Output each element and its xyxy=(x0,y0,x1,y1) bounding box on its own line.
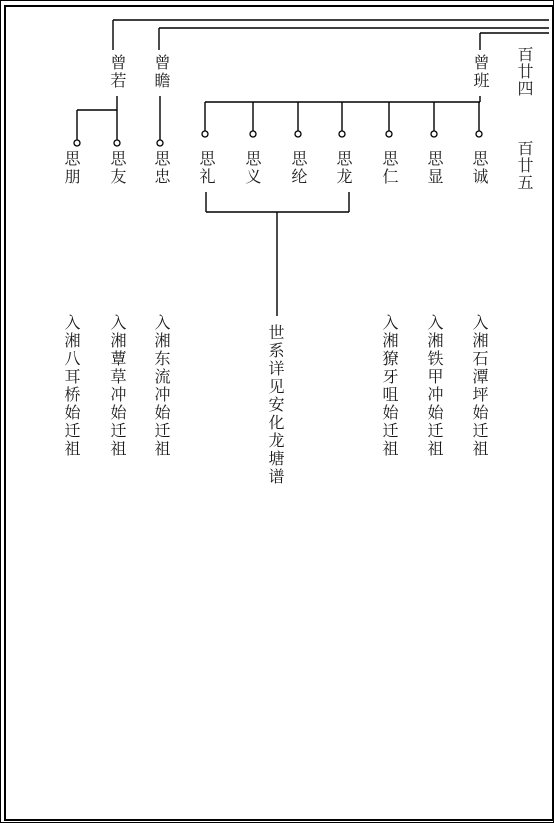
person-name: 思诚 xyxy=(470,150,489,186)
person-name: 思朋 xyxy=(62,150,81,186)
person-name: 思仁 xyxy=(380,150,399,186)
person-name: 曾若 xyxy=(108,54,127,90)
person-name: 思义 xyxy=(243,150,262,186)
person-name: 曾班 xyxy=(471,54,490,90)
generation-label-125: 百廿五 xyxy=(515,140,534,191)
person-name: 思显 xyxy=(425,150,444,186)
person-name: 思纶 xyxy=(289,150,308,186)
person-note: 入湘石潭坪始迁祖 xyxy=(470,314,489,458)
person-name: 思龙 xyxy=(334,150,353,186)
group-note: 世系详见安化龙塘谱 xyxy=(266,324,285,486)
person-note: 入湘蕈草冲始迁祖 xyxy=(108,314,127,458)
generation-label-124: 百廿四 xyxy=(515,46,534,97)
person-note: 入湘铁甲冲始迁祖 xyxy=(425,314,444,458)
person-note: 入湘獠牙咀始迁祖 xyxy=(380,314,399,458)
person-note: 入湘八耳桥始迁祖 xyxy=(62,314,81,458)
person-name: 曾瞻 xyxy=(152,54,171,90)
person-name: 思友 xyxy=(108,150,127,186)
person-name: 思忠 xyxy=(152,150,171,186)
person-name: 思礼 xyxy=(197,150,216,186)
person-note: 入湘东流冲始迁祖 xyxy=(152,314,171,458)
